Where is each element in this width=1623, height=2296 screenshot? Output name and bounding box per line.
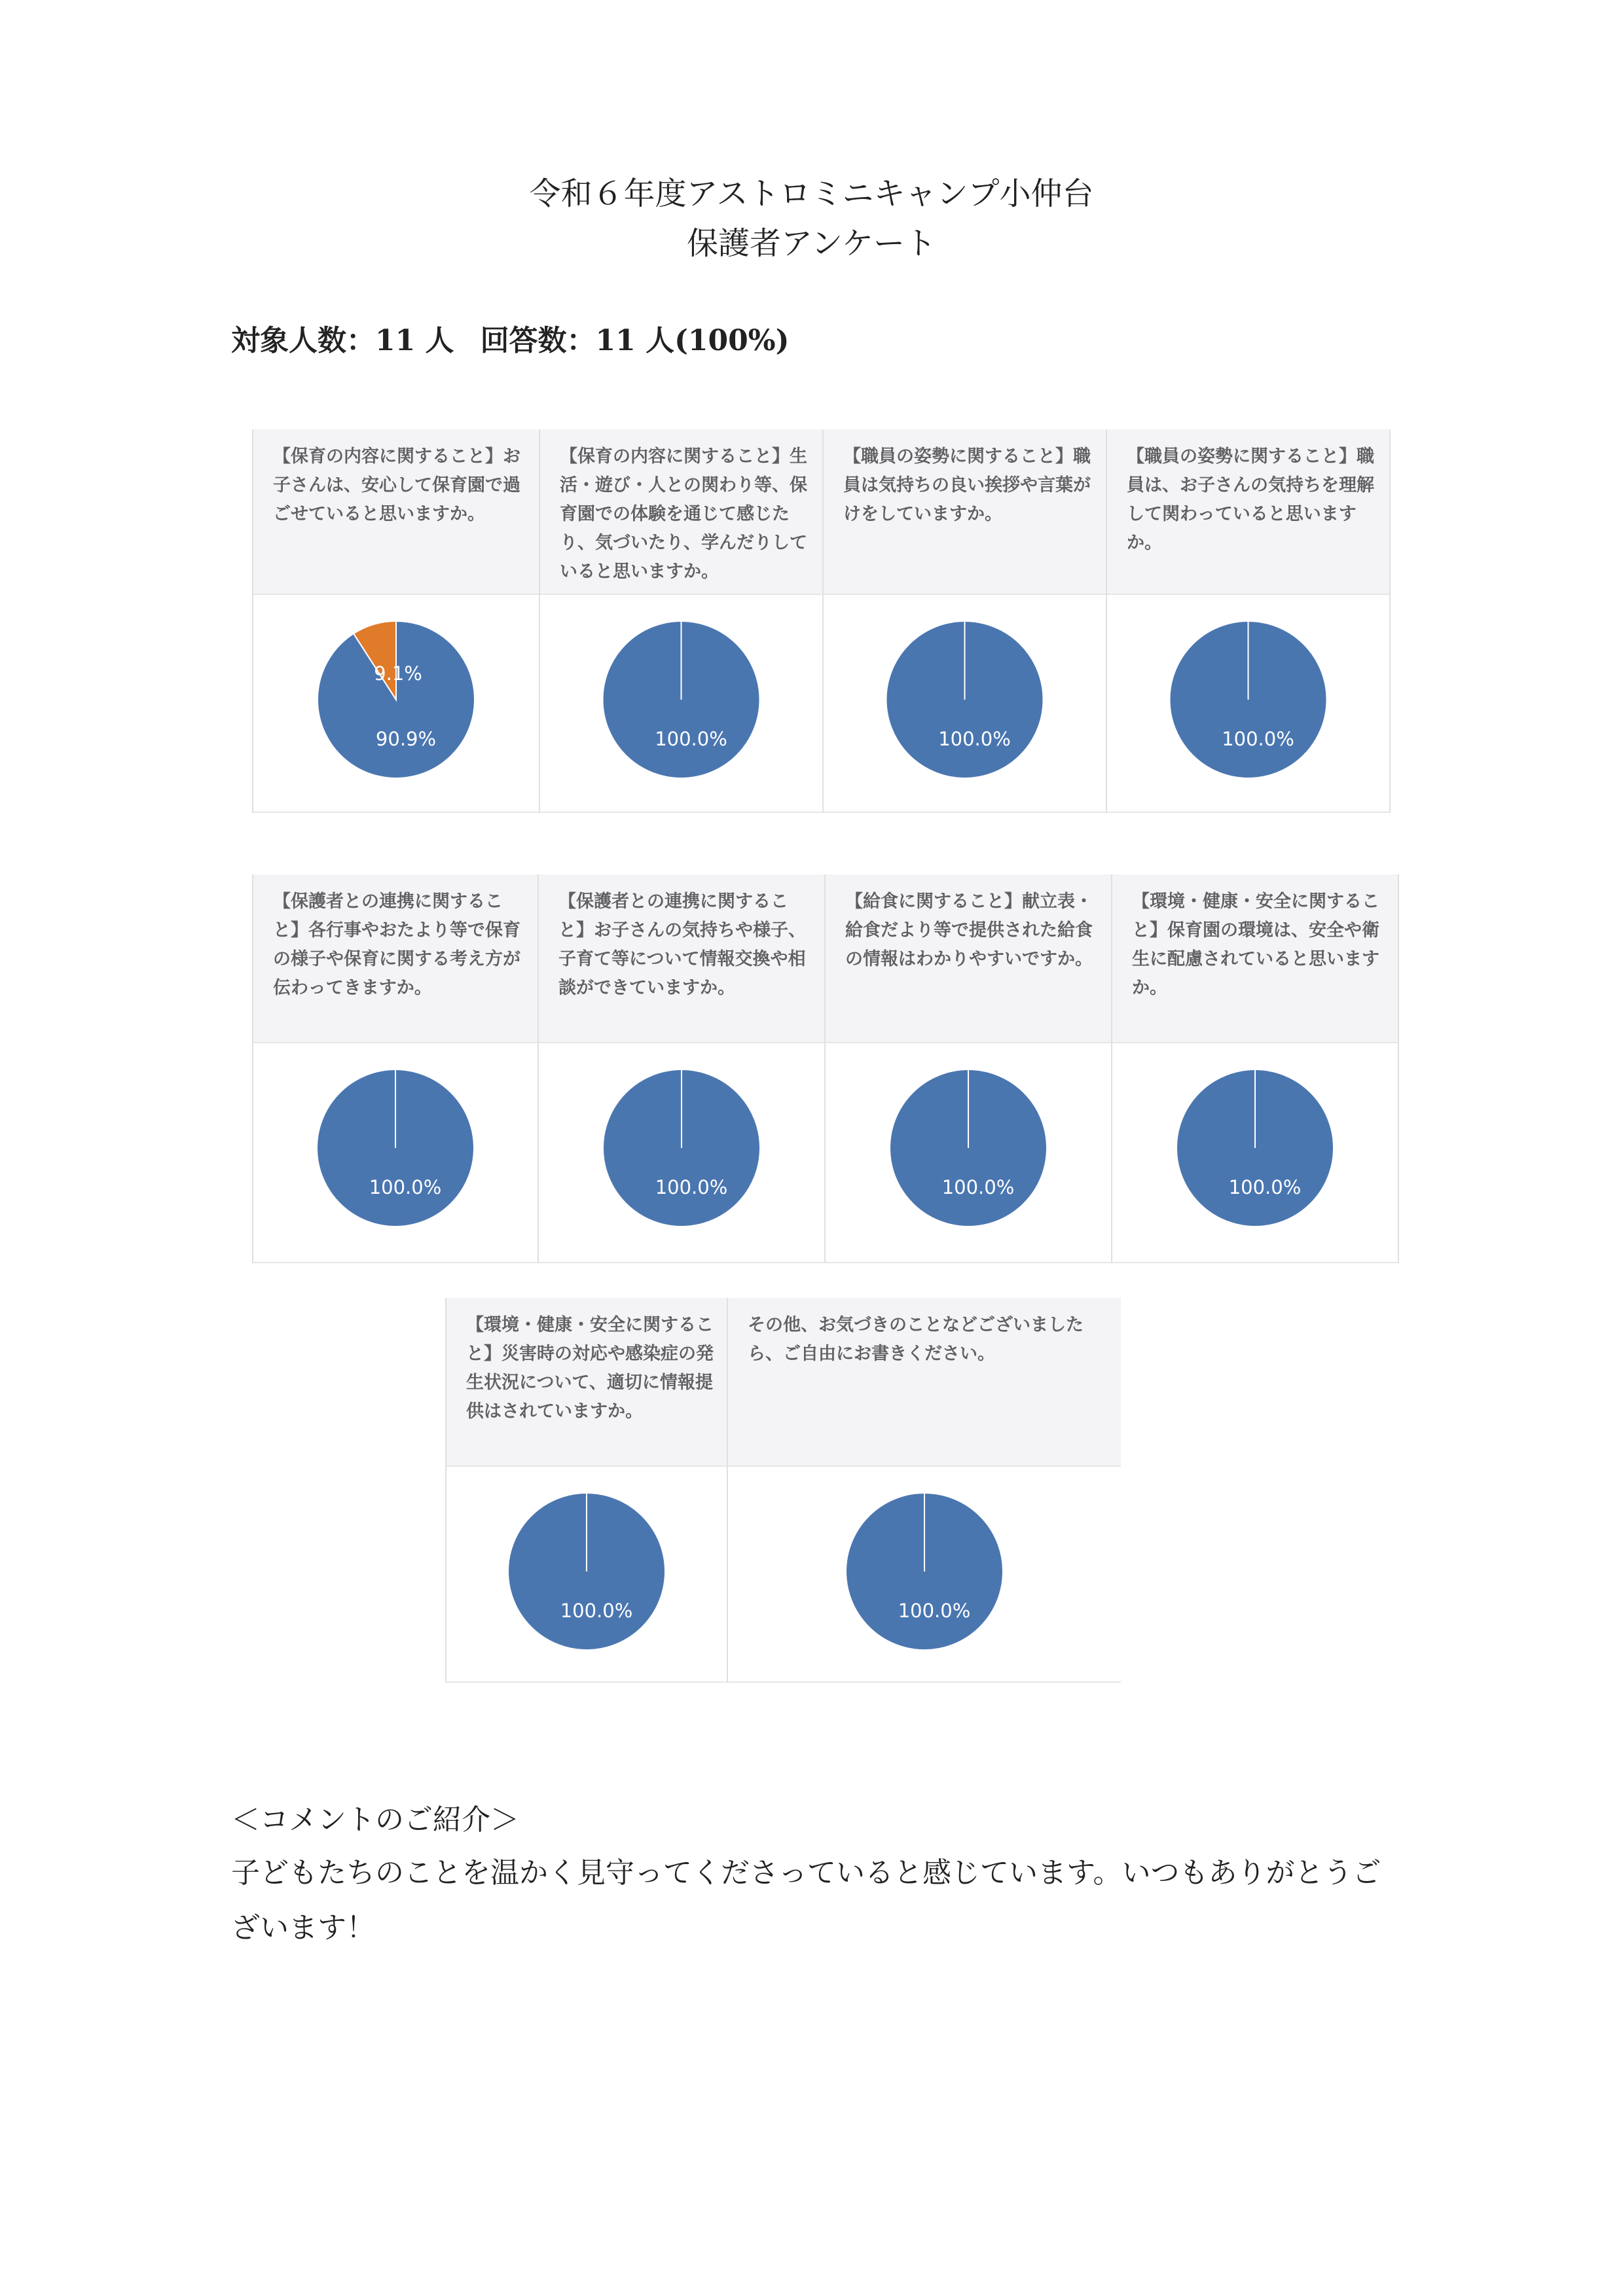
pie-chart xyxy=(728,1467,1121,1683)
pie-value-label: 100.0% xyxy=(1228,1176,1302,1198)
question-text: 【保育の内容に関すること】お子さんは、安心して保育園で過ごせていると思いますか。 xyxy=(253,429,539,595)
pie-chart xyxy=(540,595,822,813)
pie-chart xyxy=(447,1467,727,1683)
document-title: 令和６年度アストロミニキャンプ小仲台 xyxy=(529,175,1094,212)
question-text: 【環境・健康・安全に関すること】災害時の対応や感染症の発生状況について、適切に情報提供はされていますか。 xyxy=(447,1298,727,1467)
question-text: 【保護者との連携に関すること】各行事やおたより等で保育の様子や保育に関する考え方が伝わってきますか。 xyxy=(253,874,538,1043)
question-text: 【給食に関すること】献立表・給食だより等で提供された給食の情報はわかりやすいですか。 xyxy=(826,874,1111,1043)
pie-chart xyxy=(253,1043,538,1263)
pie-chart xyxy=(1112,1043,1398,1263)
survey-grid-row-1 xyxy=(252,429,1391,813)
question-text: 【保護者との連携に関すること】お子さんの気持ちや様子、子育て等について情報交換や相談ができていますか。 xyxy=(539,874,824,1043)
pie-value-label: 100.0% xyxy=(1222,728,1294,750)
comments-heading: ＜コメントのご紹介＞ xyxy=(231,1803,519,1837)
pie-value-label: 100.0% xyxy=(655,1176,728,1198)
response-count: 回答数：11 人(100%) xyxy=(480,324,790,357)
comment-text: 子どもたちのことを温かく見守ってくださっていると感じています。いつもありがとうございます！ xyxy=(231,1856,1381,1945)
question-text: 【環境・健康・安全に関すること】保育園の環境は、安全や衛生に配慮されていると思いますか。 xyxy=(1112,874,1398,1043)
pie-value-label: 100.0% xyxy=(369,1176,442,1198)
question-cell xyxy=(728,1298,1121,1683)
pie-value-label: 100.0% xyxy=(898,1600,971,1622)
response-stats xyxy=(231,317,789,359)
pie-value-label: 90.9% xyxy=(375,728,437,750)
pie-chart xyxy=(1107,595,1389,813)
pie-value-label: 9.1% xyxy=(374,662,422,685)
survey-grid-row-3 xyxy=(445,1298,1121,1683)
question-text: その他、お気づきのことなどございましたら、ご自由にお書きください。 xyxy=(728,1298,1121,1467)
question-cell xyxy=(540,429,824,813)
question-cell xyxy=(824,429,1107,813)
pie-chart xyxy=(824,595,1106,813)
question-text: 【保育の内容に関すること】生活・遊び・人との関わり等、保育園での体験を通じて感じたり、気づいたり、学んだりしていると思いますか。 xyxy=(540,429,822,595)
pie-chart xyxy=(539,1043,824,1263)
question-text: 【職員の姿勢に関すること】職員は、お子さんの気持ちを理解して関わっていると思いますか。 xyxy=(1107,429,1389,595)
question-text: 【職員の姿勢に関すること】職員は気持ちの良い挨拶や言葉がけをしていますか。 xyxy=(824,429,1106,595)
pie-value-label: 100.0% xyxy=(941,1176,1015,1198)
question-cell xyxy=(252,429,540,813)
survey-grid-row-2 xyxy=(252,874,1399,1263)
pie-chart xyxy=(826,1043,1111,1263)
target-count: 対象人数：11 人 xyxy=(231,324,454,357)
question-cell xyxy=(1107,429,1391,813)
pie-value-label: 100.0% xyxy=(938,728,1011,750)
question-cell xyxy=(826,874,1112,1263)
document-subtitle: 保護者アンケート xyxy=(686,225,937,262)
pie-value-label: 100.0% xyxy=(655,728,727,750)
pie-chart xyxy=(253,595,539,813)
question-cell xyxy=(445,1298,728,1683)
question-cell xyxy=(539,874,826,1263)
question-cell xyxy=(1112,874,1399,1263)
pie-value-label: 100.0% xyxy=(560,1600,633,1622)
question-cell xyxy=(252,874,539,1263)
